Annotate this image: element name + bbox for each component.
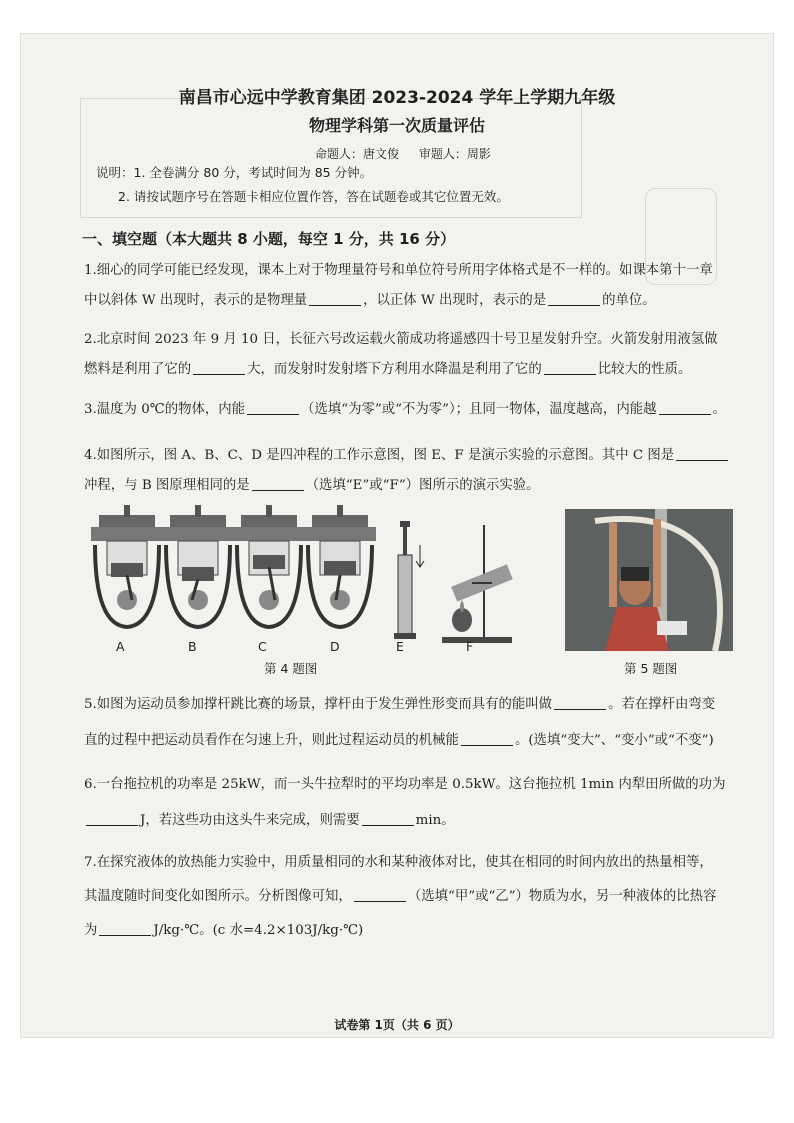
engine-cylinder-a [91,505,163,627]
exam-title: 南昌市心远中学教育集团 2023-2024 学年上学期九年级 [178,88,616,108]
engine-cylinder-b [162,505,234,627]
answer-blank[interactable] [544,360,596,375]
answer-blank[interactable] [461,731,513,746]
note-1: 说明：1. 全卷满分 80 分，考试时间为 85 分钟。 [96,165,373,180]
setter: 命题人：唐文俊 [315,147,400,161]
answer-blank[interactable] [247,400,299,415]
label-c: C [258,639,267,654]
question-5: 5.如图为运动员参加撑杆跳比赛的场景，撑杆由于发生弹性形变而具有的能叫做 。若在撑杆由弯变 直的过程中把运动员看作在匀速上升，则此过程运动员的机械能 。(选填“变大”、“变小”或“不变”) [84,697,716,748]
page-footer: 试卷第 1页（共 6 页） [334,1018,460,1032]
fig4-caption: 第 4 题图 [264,661,318,676]
answer-blank[interactable] [193,360,245,375]
question-2: 2.北京时间 2023 年 9 月 10 日，长征六号改运载火箭成功将遥感四十号卫星发射升空。火箭发射用液氢做 燃料是利用了它的 大，而发射时发射塔下方利用水降温是利用了它的 比较大的性质。 [84,332,718,377]
reviewer: 审题人：周影 [418,147,491,161]
pole-vault-photo [565,509,733,651]
answer-blank[interactable] [554,695,606,710]
note-2: 2. 请按试题序号在答题卡相应位置作答，答在试题卷或其它位置无效。 [118,189,509,204]
answer-blank[interactable] [354,887,406,902]
question-3: 3.温度为 0℃的物体，内能 （选填“为零”或“不为零”）；且同一物体，温度越高，内能越 。 [84,402,726,417]
answer-blank[interactable] [99,921,151,936]
label-e: E [396,639,404,654]
answer-blank[interactable] [309,291,361,306]
engine-cylinder-d [304,505,376,627]
authors [315,145,507,162]
engine-diagram [82,505,522,655]
answer-blank[interactable] [676,446,728,461]
question-1: 1.细心的同学可能已经发现，课本上对于物理量符号和单位符号所用字体格式是不一样的。如课本第十一章 中以斜体 W 出现时，表示的是物理量 ，以正体 W 出现时，表示的是 的单位。 [84,263,713,308]
exam-page [20,33,774,1038]
fig5-caption: 第 5 题图 [624,661,678,676]
label-f: F [466,639,474,654]
label-a: A [116,639,125,654]
answer-blank[interactable] [252,476,304,491]
exam-subtitle: 物理学科第一次质量评估 [308,116,485,135]
label-b: B [188,639,197,654]
pole-vault-illustration [565,509,733,651]
answer-blank[interactable] [659,400,711,415]
answer-blank[interactable] [548,291,600,306]
steam-apparatus-f [442,525,513,643]
compression-tube-e [394,521,424,639]
answer-blank[interactable] [362,811,414,826]
label-d: D [330,639,340,654]
section-title: 一、填空题（本大题共 8 小题，每空 1 分，共 16 分） [82,230,456,248]
answer-blank[interactable] [86,811,138,826]
question-6: 6.一台拖拉机的功率是 25kW，而一头牛拉犁时的平均功率是 0.5kW。这台拖拉机 1min 内犁田所做的功为 J，若这些功由这头牛来完成，则需要 min。 [84,777,726,828]
question-4: 4.如图所示，图 A、B、C、D 是四冲程的工作示意图，图 E、F 是演示实验的示意图。其中 C 图是 冲程，与 B 图原理相同的是 （选填“E”或“F”）图所示的演示实验。 [84,441,764,501]
question-7: 7.在探究液体的放热能力实验中，用质量相同的水和某种液体对比，使其在相同的时间内放出的热量相等， 其温度随时间变化如图所示。分析图像可知， （选填“甲”或“乙”）物质为水，另一种液体的比热容 为 J/kg·℃。(c 水=4.2×103J/kg·℃) [84,855,717,938]
engine-cylinder-c [233,505,305,627]
